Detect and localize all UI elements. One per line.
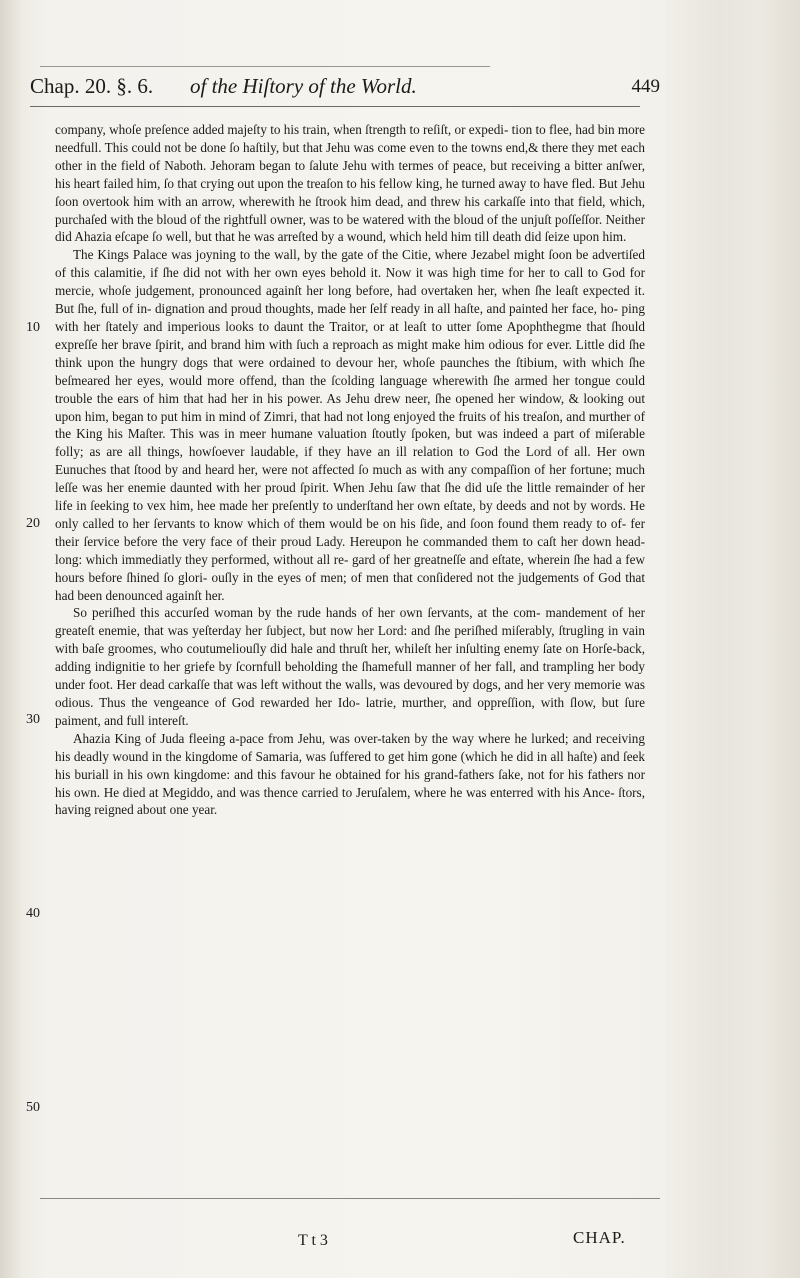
page-number: 449 xyxy=(631,76,660,97)
header-rule xyxy=(30,106,640,107)
page-gutter-left xyxy=(0,0,22,1278)
line-number: 20 xyxy=(26,516,40,531)
footer-rule xyxy=(40,1198,660,1199)
paragraph: Ahazia King of Juda fleeing a-pace from Jehu, was over-taken by the way where he lurked; and receiving his deadly wound in the kingdome of Samaria, was ſuffered to get him gone (which he did in all haſte) and ſeek his buriall in his own kingdome: and this favour he obtained for his grand-fathers ſake, not for his fathers nor his own. He died at Megiddo, and was thence carried to Jeruſalem, where he was enterred with his Ance- ſtors, having reigned about one year. xyxy=(55,730,645,818)
body-text xyxy=(55,121,645,819)
running-header xyxy=(30,74,660,108)
line-number: 10 xyxy=(26,320,40,335)
line-number: 40 xyxy=(26,906,40,921)
line-number: 50 xyxy=(26,1100,40,1115)
signature-mark: T t 3 xyxy=(298,1232,328,1249)
catchword: CHAP. xyxy=(573,1228,626,1247)
chapter-reference: Chap. 20. §. 6. xyxy=(30,74,154,98)
running-title: of the Hiſtory of the World. xyxy=(190,74,417,98)
paragraph: company, whoſe preſence added majeſty to his train, when ſtrength to reſiſt, or expedi- tion to flee, had bin more needfull. This could not be done ſo haſtily, but that Jehu was come even to the towns end,& there they met each other in the field of Naboth. Jehoram began to ſalute Jehu with termes of peace, but receiving a bitter anſwer, his heart failed him, ſo that crying out upon the treaſon to his fellow king, he turned away to have fled. But Jehu ſoon overtook him with an arrow, wherewith he ſtrook him dead, and threw his carkaſſe into that field, which, purchaſed with the bloud of the rightfull owner, was to be watered with the bloud of the unjuſt poſſeſſor. Neither did Ahazia eſcape ſo well, but that he was arreſted by a wound, which held him till death did ſeize upon him. xyxy=(55,122,645,245)
paragraph: So periſhed this accurſed woman by the rude hands of her own ſervants, at the com- mandement of her greateſt enemie, that was yeſterday her ſubject, but now her Lord: and ſhe periſhed miſerably, ſtrugling in vain with baſe groomes, who coutumeliouſly did hale and thruſt her, whileſt her inſulting enemy ſate on Horſe-back, adding indignitie to her griefe by ſcornfull beholding the ſhamefull manner of her fall, and trampling her body under foot. Her dead carkaſſe that was left without the walls, was devoured by dogs, and her very memorie was odious. Thus the vengeance of God rewarded her Ido- latrie, murther, and oppreſſion, with ſlow, but ſure paiment, and full intereſt. xyxy=(55,605,645,728)
top-rule xyxy=(40,66,490,67)
line-number: 30 xyxy=(26,712,40,727)
page-edge-right xyxy=(665,0,800,1278)
paragraph: The Kings Palace was joyning to the wall, by the gate of the Citie, where Jezabel might ſoon be advertiſed of this calamitie, if ſhe did not with her own eyes behold it. Now it was high time for her to call to God for mercie, whoſe judgement, pronounced againſt her long before, had overtaken her, when ſhe leaſt expected it. But ſhe, full of in- dignation and proud thoughts, made her ſelf ready in all haſte, and painted her face, ho- ping with her ſtately and imperious looks to daunt the Traitor, or at leaſt to utter ſome Apophthegme that ſhould expreſſe her brave ſpirit, and brand him with ſuch a reproach as might make him odious for ever. Little did ſhe think upon the hungry dogs that were ordained to devour her, whoſe paunches the ſtibium, with which ſhe beſmeared her eyes, would more offend, than the ſcolding language wherewith ſhe armed her tongue could trouble the ears of him that had her in his power. As Jehu drew neer, ſhe opened her window, & looking out upon him, began to put him in mind of Zimri, that had not long enjoyed the fruits of his treaſon, and murther of the King his Maſter. This was in meer humane valuation ſtoutly ſpoken, but was indeed a part of miſerable folly; as are all things, howſoever laudable, if they have an ill relation to God the Lord of all. Her own Eunuches that ſtood by and heard her, were not affected ſo much as with any compaſſion of her fortune; much leſſe was her enemie daunted with her proud ſpirit. When Jehu ſaw that ſhe did uſe the little remainder of her life in ſeeking to vex him, hee made her preſently to underſtand her own eſtate, by deeds and not by words. He only called to her ſervants to know which of them would be on his ſide, and ſoon found them ready to of- fer their ſervice before the very face of their proud Lady. Hereupon he commanded them to caſt her down head-long: which immediatly they performed, without all re- gard of her greatneſſe and eſtate, wherein ſhe had a few hours before ſhined ſo glori- ouſly in the eyes of men; of men that conſidered not the judgements of God that had been denounced againſt her. xyxy=(55,247,645,603)
